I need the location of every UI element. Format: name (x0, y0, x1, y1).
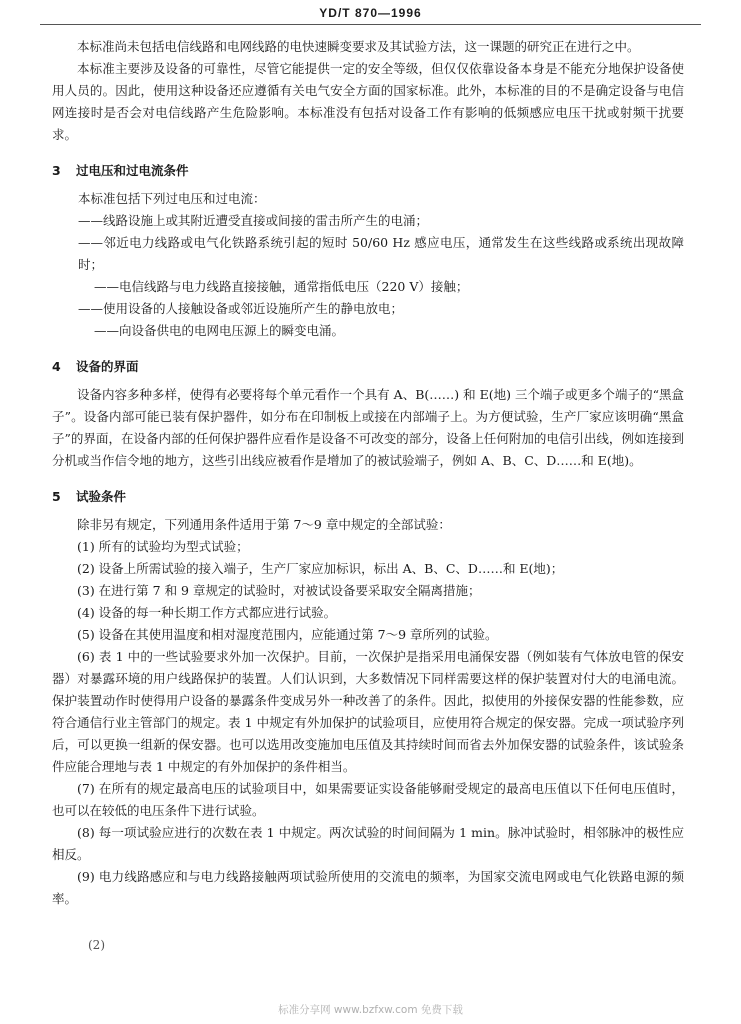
section-3-item: ——使用设备的人接触设备或邻近设施所产生的静电放电； (78, 301, 404, 316)
section-5-heading (52, 486, 684, 508)
section-5-number: 5 (52, 489, 61, 504)
section-3-number: 3 (52, 163, 61, 178)
section-5-lead: 除非另有规定，下列通用条件适用于第 7～9 章中规定的全部试验： (77, 517, 451, 532)
footer-watermark: 标准分享网 www.bzfxw.com 免费下载 (278, 1004, 463, 1016)
section-5-item: (2) 设备上所需试验的接入端子，生产厂家应加标识，标出 A、B、C、D……和 E(地)； (77, 561, 564, 576)
section-5-item: (4) 设备的每一种长期工作方式都应进行试验。 (77, 605, 337, 620)
section-5-item: (1) 所有的试验均为型式试验； (77, 539, 249, 554)
section-3-item: ——线路设施上或其附近遭受直接或间接的雷击所产生的电涌； (78, 213, 429, 228)
section-4-number: 4 (52, 359, 61, 374)
section-5-item: (5) 设备在其使用温度和相对湿度范围内，应能通过第 7～9 章所列的试验。 (77, 627, 498, 642)
section-3-title: 过电压和过电流条件 (76, 163, 189, 178)
section-3-lead: 本标准包括下列过电压和过电流： (78, 191, 266, 206)
section-3-item: ——邻近电力线路或电气化铁路系统引起的短时 50/60 Hz 感应电压，通常发生在这些线路或系统出现故障时； (78, 235, 684, 272)
section-4-title: 设备的界面 (76, 359, 139, 374)
section-5-title: 试验条件 (76, 489, 127, 504)
section-4-heading (52, 356, 684, 378)
section-3-item: ——向设备供电的电网电压源上的瞬变电涌。 (94, 323, 345, 338)
section-5-item: (8) 每一项试验应进行的次数在表 1 中规定。两次试验的时间间隔为 1 min。脉冲试验时，相邻脉冲的极性应相反。 (52, 825, 684, 862)
page-number: (2) (88, 938, 105, 952)
document-body (52, 36, 684, 910)
intro-paragraph-2: 本标准主要涉及设备的可靠性，尽管它能提供一定的安全等级，但仅仅依靠设备本身是不能充分地保护设备使用人员的。因此，使用这种设备还应遵循有关电气安全方面的国家标准。此外，本标准的目的不是确定设备与电信网连接时是否会对电信线路产生危险影响。本标准没有包括对设备工作有影响的低频感应电压干扰或射频干扰要求。 (52, 61, 684, 142)
intro-paragraph-1: 本标准尚未包括电信线路和电网线路的电快速瞬变要求及其试验方法，这一课题的研究正在进行之中。 (77, 39, 640, 54)
section-5-item: (3) 在进行第 7 和 9 章规定的试验时，对被试设备要采取安全隔离措施； (77, 583, 481, 598)
section-3-item: ——电信线路与电力线路直接接触，通常指低电压（220 V）接触； (94, 279, 469, 294)
section-5-item: (9) 电力线路感应和与电力线路接触两项试验所使用的交流电的频率，为国家交流电网或电气化铁路电源的频率。 (52, 869, 684, 906)
section-3-heading (52, 160, 684, 182)
header-rule (40, 24, 701, 25)
section-4-text: 设备内容多种多样，使得有必要将每个单元看作一个具有 A、B(……) 和 E(地) 三个端子或更多个端子的“黑盒子”。设备内部可能已装有保护器件，如分布在印制板上或接在内部端子上。为方便试验，生产厂家应该明确“黑盒子”的界面，在设备内部的任何保护器件应看作是设备不可改变的部分，设备上任何附加的电信引出线，例如连接到分机或当作信令地的地方，这些引出线应被看作是增加了的被试验端子，例如 A、B、C、D……和 E(地)。 (52, 387, 684, 468)
section-5-item: (6) 表 1 中的一些试验要求外加一次保护。目前，一次保护是指采用电涌保安器（例如装有气体放电管的保安器）对暴露环境的用户线路保护的装置。人们认识到，大多数情况下同样需要这样的保护装置对付大的电涌电流。保护装置动作时使得用户设备的暴露条件变成另外一种改善了的条件。因此，拟使用的外接保安器的性能参数，应符合通信行业主管部门的规定。表 1 中规定有外加保护的试验项目，应使用符合规定的保安器。完成一项试验序列后，可以更换一组新的保安器。也可以选用改变施加电压值及其持续时间而省去外加保安器的试验条件，该试验条件应能合理地与表 1 中规定的有外加保护的条件相当。 (52, 649, 684, 774)
section-5-item: (7) 在所有的规定最高电压的试验项目中，如果需要证实设备能够耐受规定的最高电压值以下任何电压值时，也可以在较低的电压条件下进行试验。 (52, 781, 684, 818)
standard-code-header: YD/T 870—1996 (319, 6, 422, 20)
